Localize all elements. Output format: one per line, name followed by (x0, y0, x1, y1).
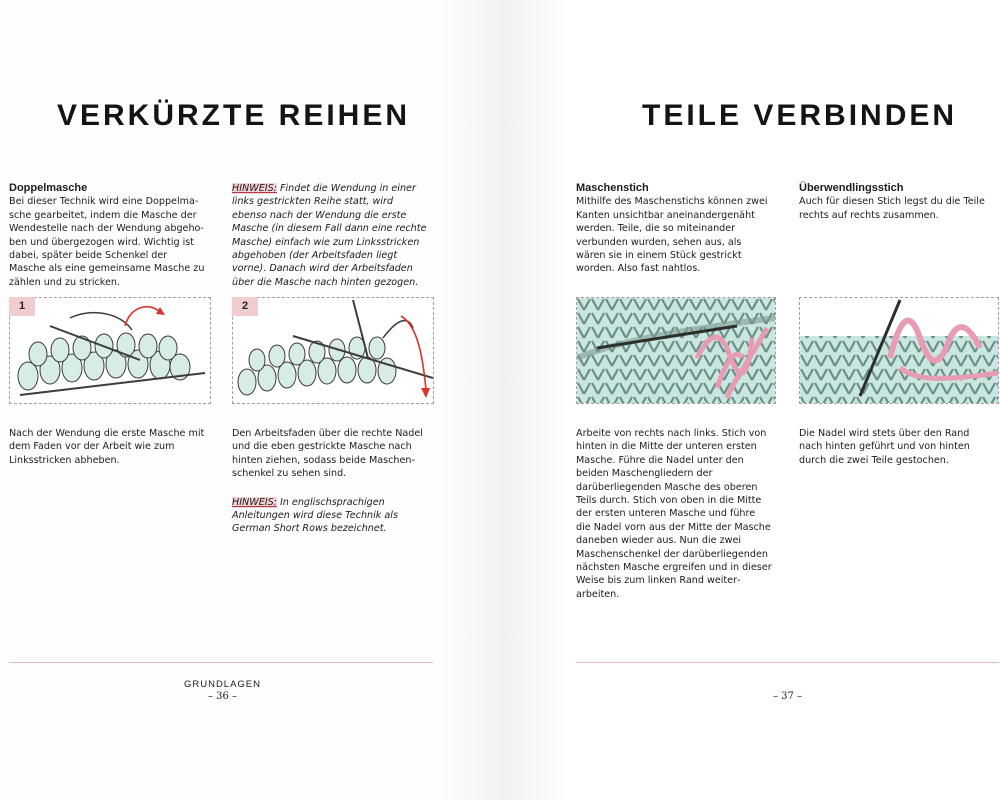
hint-label: HINWEIS: (232, 183, 277, 194)
caption-text-ueberwendlingsstich: Die Nadel wird stets über den Rand nach hinten geführt und von hinten durch die zwei Teile gestochen. (799, 428, 970, 466)
hint-text-1: Findet die Wendung in einer links gestrickten Reihe statt, wird ebenso nach der Wendung die erste Masche (in diesem Fall dann eine rechte Masche) einfach wie zum Linksstricken abgehoben (der Arbeitsfaden liegt vorne). Danach wird der Arbeitsfaden über die Masche nach hinten gezogen. (232, 183, 427, 288)
book-gutter (430, 0, 570, 800)
red-arrow-head (421, 388, 430, 398)
hint-paragraph-2 (232, 496, 428, 536)
photo-ueberwendlingsstich (799, 297, 999, 404)
column-maschenstich (576, 182, 772, 276)
subheading-ueberwendlingsstich: Überwendlingsstich (799, 182, 904, 194)
knit-fabric-pink-yarn-2 (800, 298, 998, 403)
knitting-diagram-2 (233, 298, 433, 403)
figure-1-illustration (9, 297, 211, 404)
column-hinweis (232, 182, 428, 289)
knit-stitches (238, 300, 433, 395)
footer-rule-right (576, 662, 999, 663)
caption-figure-1 (9, 427, 205, 467)
red-arrow-head (156, 307, 165, 315)
footer-rule-left (9, 662, 433, 663)
red-arrow-curve (125, 307, 160, 326)
paragraph-maschenstich: Mithilfe des Maschenstichs können zwei Kanten unsichtbar aneinandergenäht werden. Teile, die so miteinander verbunden wurden, sehen aus, als wären sie in einem Stück gestrickt worden. Also fast nahtlos. (576, 196, 768, 275)
subheading-doppelmasche: Doppelmasche (9, 182, 88, 194)
page-number-right: – 37 – (772, 691, 803, 702)
column-ueberwendlingsstich (799, 182, 995, 222)
page-number-left: – 36 – (207, 691, 238, 702)
knit-fabric-pink-yarn-1 (577, 298, 775, 403)
paragraph-doppelmasche: Bei dieser Technik wird eine Doppelmasche gearbeitet, indem die Masche der Wendestelle nach der Wendung abgehoben und übergezogen wird. Wichtig ist dabei, später beide Schenkel der Masche als eine gemeinsame Masche zu zählen und zu stricken. (9, 196, 205, 288)
figure-number-2: 2 (232, 297, 258, 316)
column-doppelmasche (9, 182, 205, 289)
subheading-maschenstich: Maschenstich (576, 182, 649, 194)
caption-text-2: Den Arbeitsfaden über die rechte Nadel und die eben gestrickte Masche nach hinten ziehen, sodass beide Maschenschenkel zu sehen sind. (232, 428, 423, 480)
figure-2-illustration (232, 297, 434, 404)
page-title-right: TEILE VERBINDEN (642, 99, 958, 132)
caption-text-maschenstich: Arbeite von rechts nach links. Stich von hinten in die Mitte der unteren ersten Masche. Führe die Nadel unter den beiden Maschengliedern der darüberliegenden Masche des oberen Teils durch. Stich von oben in die Mitte der ersten unteren Masche und führe die Nadel vorn aus der Mitte der Masche daneben wieder aus. Nun die zwei Maschenschenkel der darüberliegenden nächsten Masche ergreifen und in dieser Weise bis zum linken Rand weiterarbeiten. (576, 428, 772, 600)
caption-maschenstich (576, 427, 772, 601)
hint-paragraph-1 (232, 182, 428, 289)
caption-figure-2 (232, 427, 428, 536)
red-arrow-curve (401, 316, 426, 390)
hint-label-2: HINWEIS: (232, 496, 277, 508)
page-title-left: VERKÜRZTE REIHEN (57, 99, 411, 132)
knit-stitches (18, 313, 205, 395)
caption-ueberwendlingsstich (799, 427, 995, 467)
figure-number-1: 1 (9, 297, 35, 316)
caption-text-1: Nach der Wendung die erste Masche mit dem Faden vor der Arbeit wie zum Linksstricken abheben. (9, 428, 205, 466)
footer-section-label: GRUNDLAGEN (183, 679, 262, 690)
photo-maschenstich (576, 297, 776, 404)
paragraph-ueberwendlingsstich: Auch für diesen Stich legst du die Teile rechts auf rechts zusammen. (799, 196, 985, 221)
hint-text-2: In englischsprachigen Anleitungen wird diese Technik als German Short Rows bezeichnet. (232, 496, 398, 535)
knitting-diagram-1 (10, 298, 210, 403)
